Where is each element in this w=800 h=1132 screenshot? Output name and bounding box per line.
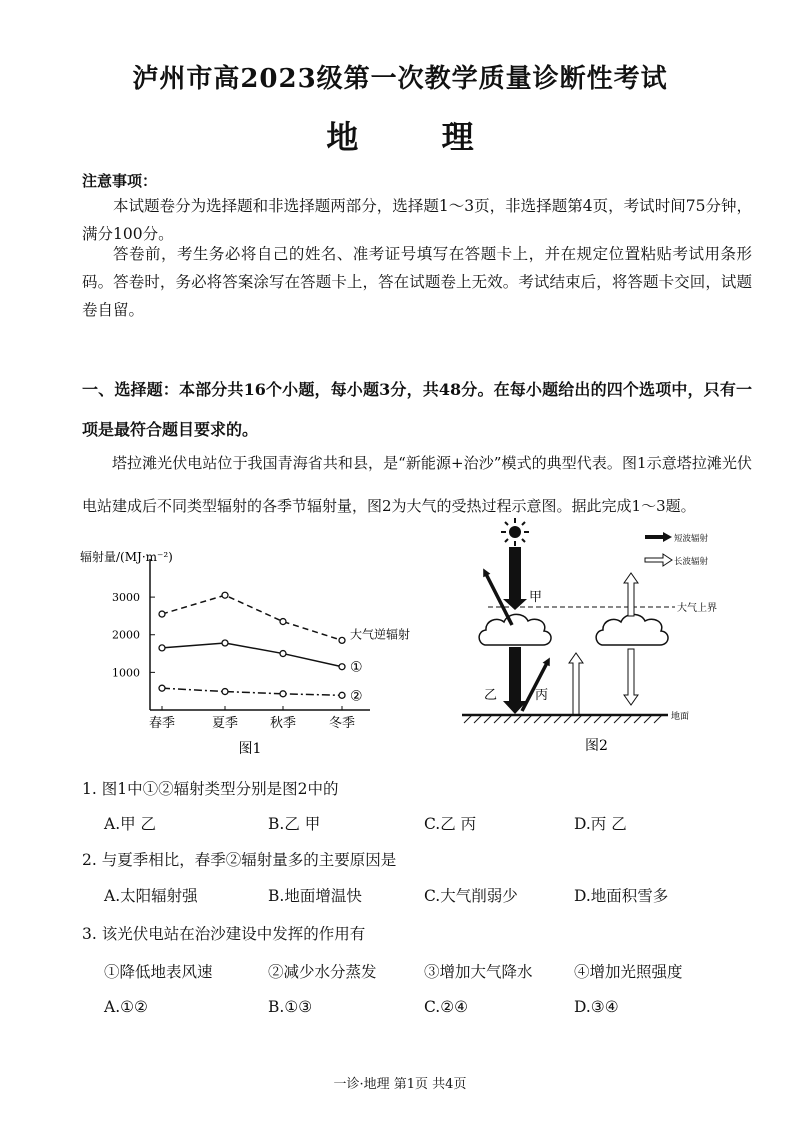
data-point: [222, 689, 228, 695]
data-point: [159, 611, 165, 617]
question-1-option-d[interactable]: D.丙 乙: [574, 815, 627, 833]
question-2-option-c[interactable]: C.大气削弱少: [424, 887, 518, 905]
question-3-option-a[interactable]: A.①②: [104, 998, 148, 1016]
question-1-option-a[interactable]: A.甲 乙: [104, 815, 157, 833]
data-point: [339, 637, 345, 643]
atmosphere-top-label: 大气上界: [677, 603, 717, 614]
notice-paragraph-2: 答卷前，考生务必将自己的姓名、准考证号填写在答题卡上，并在规定位置粘贴考试用条形码。答卷时，务必将答案涂写在答题卡上，答在试题卷上无效。考试结束后，将答题卡交回，试题卷自留。: [82, 245, 752, 319]
figure-1-chart: [70, 545, 411, 765]
data-point: [339, 692, 345, 698]
ground-label: 地面: [671, 712, 690, 722]
arrow-yi-ground: [503, 647, 527, 714]
y-tick-label: 1000: [112, 666, 140, 680]
arrow-cloud-reflection: [485, 572, 512, 625]
question-1-option-b[interactable]: B.乙 甲: [268, 815, 321, 833]
question-2-option-a[interactable]: A.太阳辐射强: [104, 887, 198, 905]
subject-title: 地 理: [326, 118, 510, 156]
sun-icon: [501, 518, 529, 546]
arrow-atmos-to-space: [624, 573, 638, 616]
data-point: [159, 645, 165, 651]
cloud-right: [596, 614, 668, 645]
question-3-statement-1: ①降低地表风速: [104, 963, 213, 981]
label-jia: 甲: [529, 590, 543, 605]
series-label-2: ①: [350, 659, 363, 676]
arrow-bing-reflection: [522, 661, 548, 711]
question-1-option-c[interactable]: C.乙 丙: [424, 815, 477, 833]
question-3-stem: 3. 该光伏电站在治沙建设中发挥的作用有: [82, 925, 366, 943]
x-tick-label: 夏季: [211, 716, 239, 731]
legend-long-wave: [645, 554, 709, 567]
question-3-option-c[interactable]: C.②④: [424, 998, 469, 1016]
cloud-left: [479, 614, 551, 645]
legend-short-wave: [645, 532, 709, 544]
y-tick-label: 2000: [112, 628, 140, 642]
svg-text:短波辐射: 短波辐射: [674, 534, 709, 544]
exam-title: 泸州市高2023级第一次教学质量诊断性考试: [132, 64, 668, 94]
section-heading: 一、选择题：本部分共16个小题，每小题3分，共48分。在每小题给出的四个选项中，只有一项是最符合题目要求的。: [82, 380, 752, 439]
figure-2-diagram: [450, 515, 717, 760]
data-point: [280, 619, 286, 625]
arrow-counter-radiation: [624, 649, 638, 705]
question-1-stem: 1. 图1中①②辐射类型分别是图2中的: [82, 780, 339, 798]
figure-1-caption: 图1: [238, 741, 262, 757]
question-3-statement-4: ④增加光照强度: [574, 963, 683, 981]
question-3-option-b[interactable]: B.①③: [268, 998, 313, 1016]
question-passage: 塔拉滩光伏电站位于我国青海省共和县，是“新能源+治沙”模式的典型代表。图1示意塔拉滩光伏电站建成后不同类型辐射的各季节辐射量，图2为大气的受热过程示意图。据此完成1～3题。: [82, 454, 752, 515]
label-yi: 乙: [484, 688, 498, 703]
question-2-stem: 2. 与夏季相比，春季②辐射量多的主要原因是: [82, 851, 397, 869]
question-2-option-d[interactable]: D.地面积雪多: [574, 887, 669, 905]
question-3-statement-2: ②减少水分蒸发: [268, 963, 377, 981]
x-tick-label: 秋季: [269, 716, 297, 731]
data-point: [339, 664, 345, 670]
page-footer: 一诊·地理 第1页 共4页: [333, 1077, 467, 1092]
x-tick-label: 冬季: [328, 716, 356, 731]
question-3-statement-3: ③增加大气降水: [424, 963, 533, 981]
question-2-option-b[interactable]: B.地面增温快: [268, 887, 362, 905]
arrow-ground-longwave: [569, 653, 583, 715]
data-point: [280, 651, 286, 657]
series-line-3: [162, 688, 342, 695]
data-point: [222, 592, 228, 598]
data-point: [159, 685, 165, 691]
y-tick-label: 3000: [112, 591, 140, 605]
label-bing: 丙: [535, 688, 549, 703]
notice-paragraph-1: 本试题卷分为选择题和非选择题两部分，选择题1～3页，非选择题第4页，考试时间75分钟，满分100分。: [82, 197, 752, 243]
y-axis-label: 辐射量/(MJ·m⁻²): [80, 550, 173, 564]
question-3-option-d[interactable]: D.③④: [574, 998, 619, 1016]
figure-2-caption: 图2: [585, 738, 608, 754]
x-tick-label: 春季: [148, 716, 176, 731]
series-label-3: ②: [350, 688, 363, 705]
notice-heading: 注意事项：: [82, 172, 158, 190]
series-line-2: [162, 643, 342, 667]
series-line-1: [162, 595, 342, 640]
svg-text:长波辐射: 长波辐射: [674, 557, 709, 567]
series-label-1: 大气逆辐射: [350, 627, 411, 642]
arrow-jia-solar: [503, 547, 527, 610]
data-point: [222, 640, 228, 646]
data-point: [280, 691, 286, 697]
